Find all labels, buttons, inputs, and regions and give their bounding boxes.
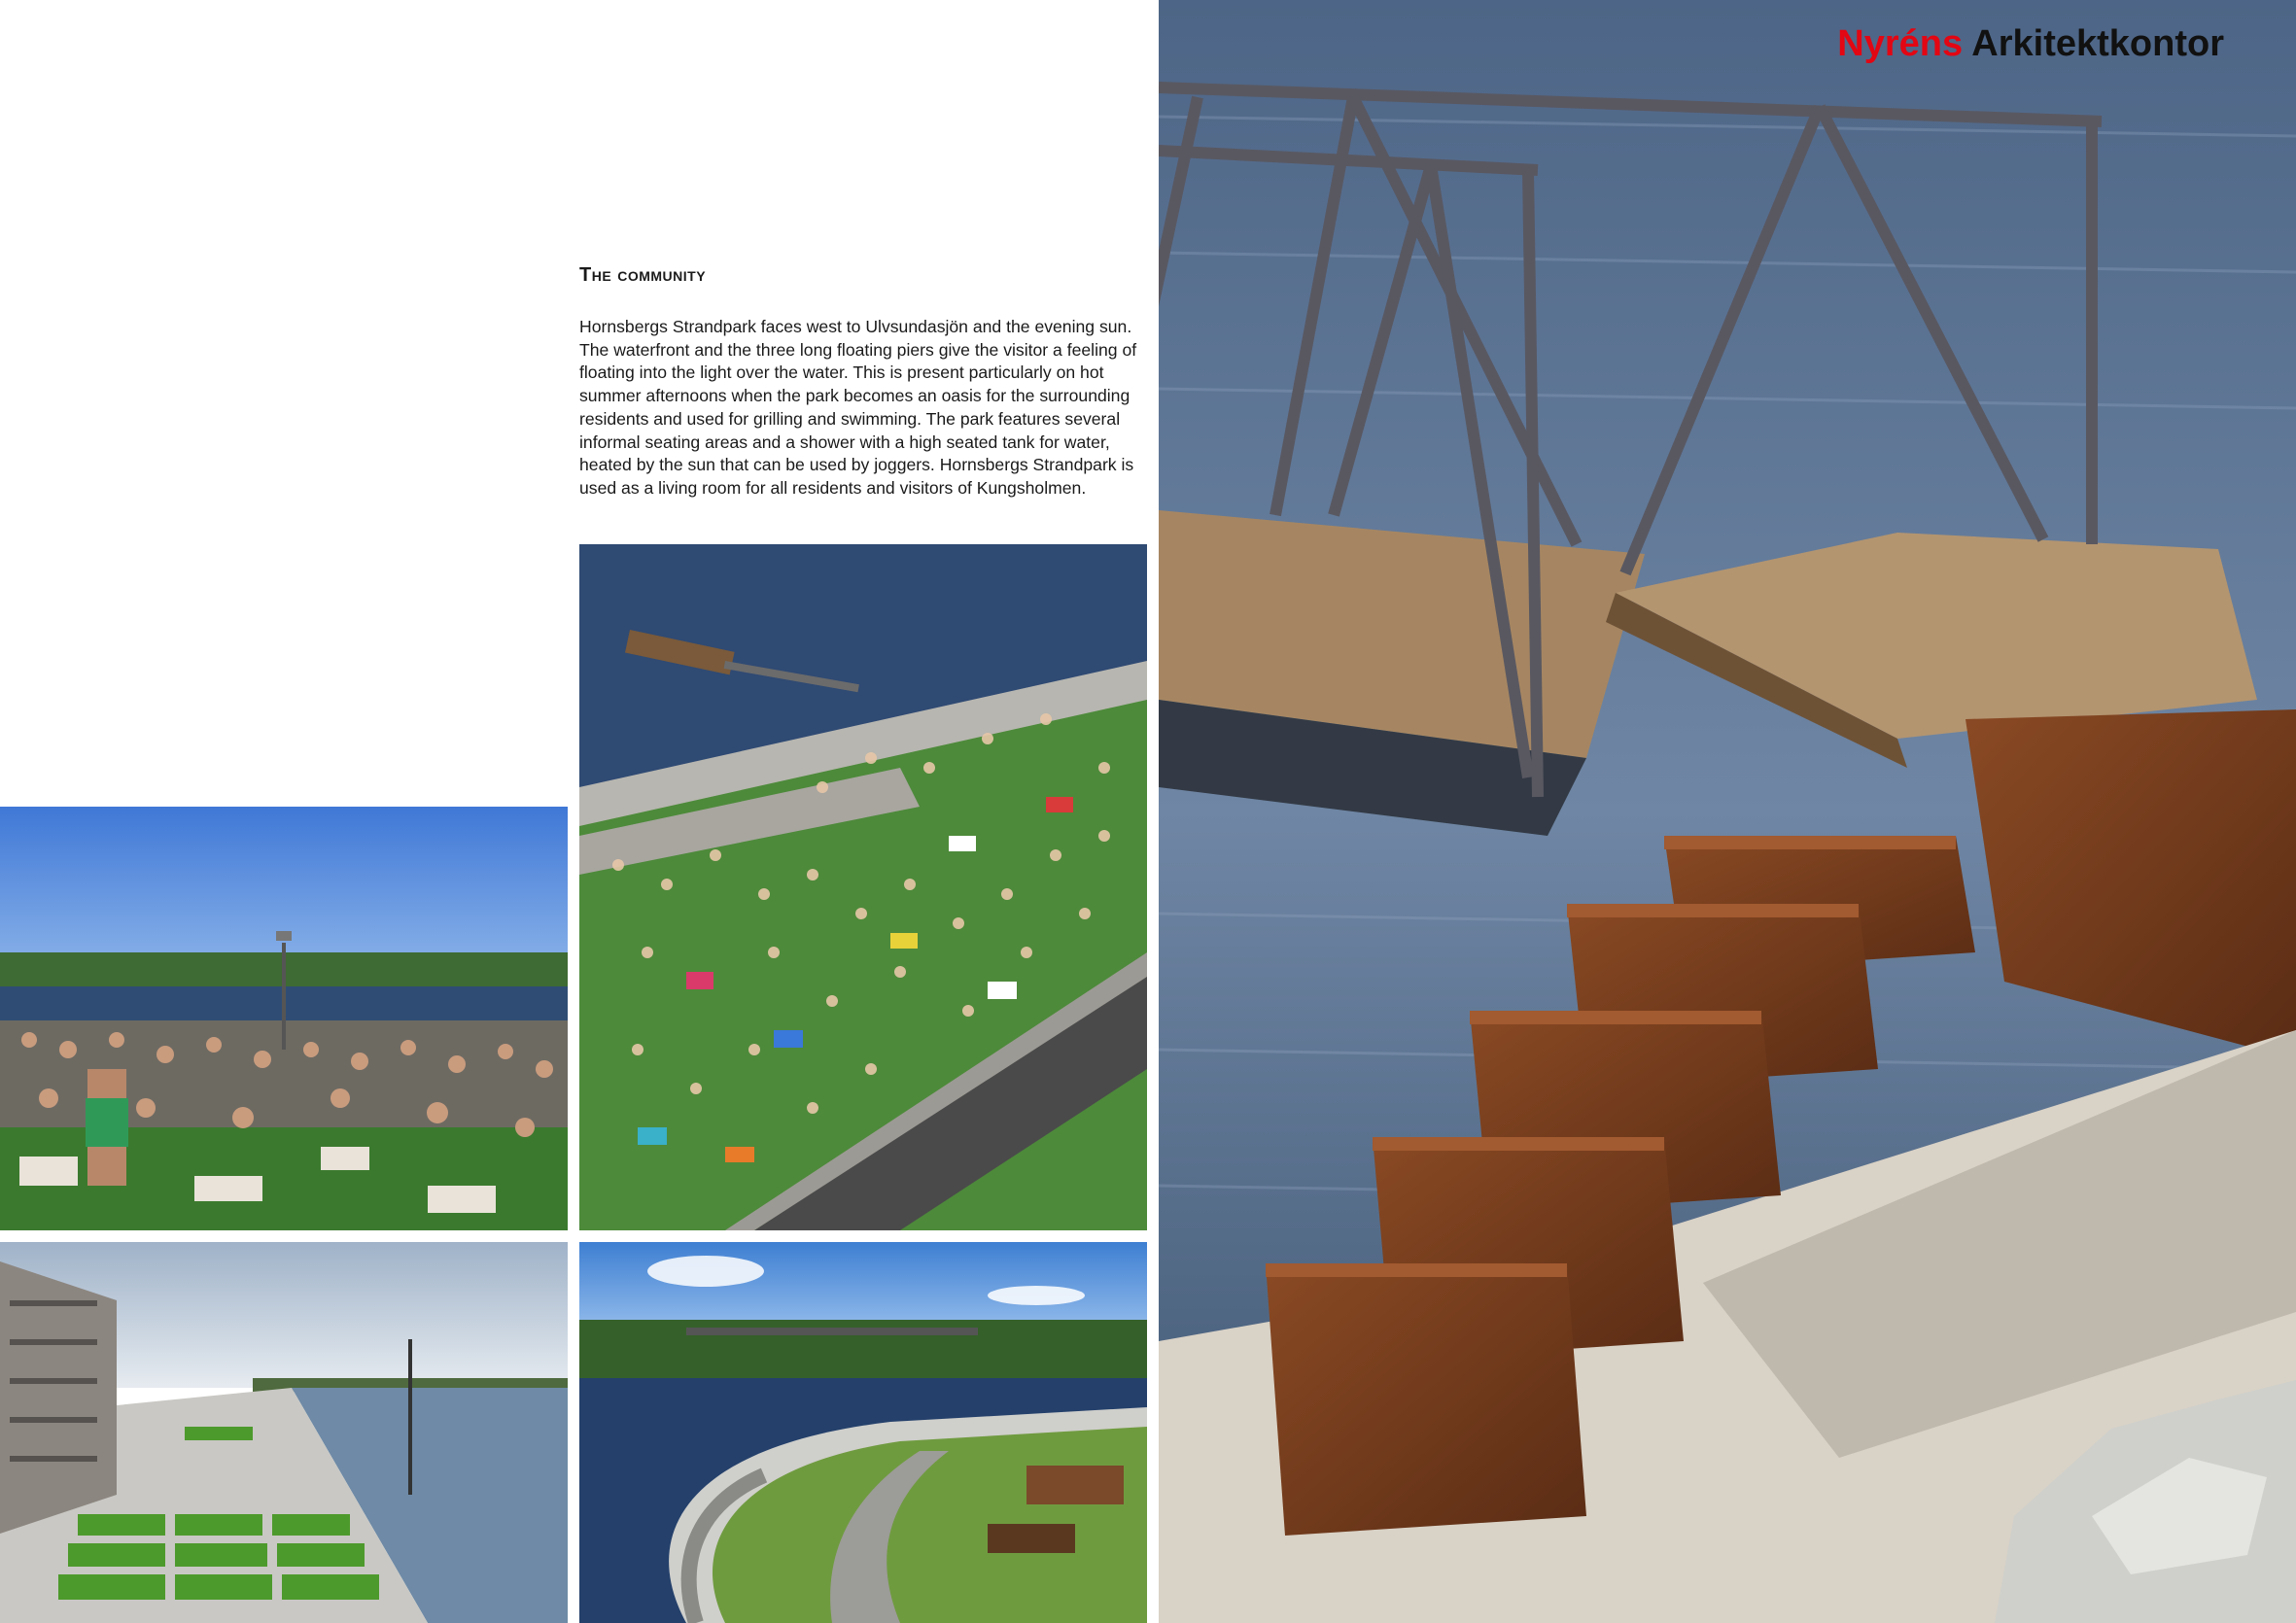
- brand-logo: [1837, 23, 2224, 65]
- text-column: [579, 264, 1143, 501]
- curved-shoreline-path-photo: [579, 1242, 1147, 1623]
- pier-steps-photo: [1159, 0, 2296, 1623]
- section-body-text: Hornsbergs Strandpark faces west to Ulvsundasjön and the evening sun. The waterfront and the three long floating piers give the visitor a feeling of floating into the light over the water. This is present particularly on hot summer afternoons when the park becomes an oasis for the surrounding residents and used for grilling and swimming. The park features several informal seating areas and a shower with a high seated tank for water, heated by the sun that can be used by joggers. Hornsbergs Strandpark is used as a living room for all residents and visitors of Kungsholmen.: [579, 317, 1137, 498]
- aerial-park-crowd-photo: [579, 544, 1147, 1230]
- brand-name-red: Nyréns: [1837, 23, 1964, 64]
- promenade-lawn-squares-photo: [0, 1242, 568, 1623]
- crowd-on-lawn-photo: [0, 807, 568, 1230]
- section-heading: The community: [579, 264, 707, 286]
- brand-name-black: Arkitektkontor: [1971, 23, 2224, 64]
